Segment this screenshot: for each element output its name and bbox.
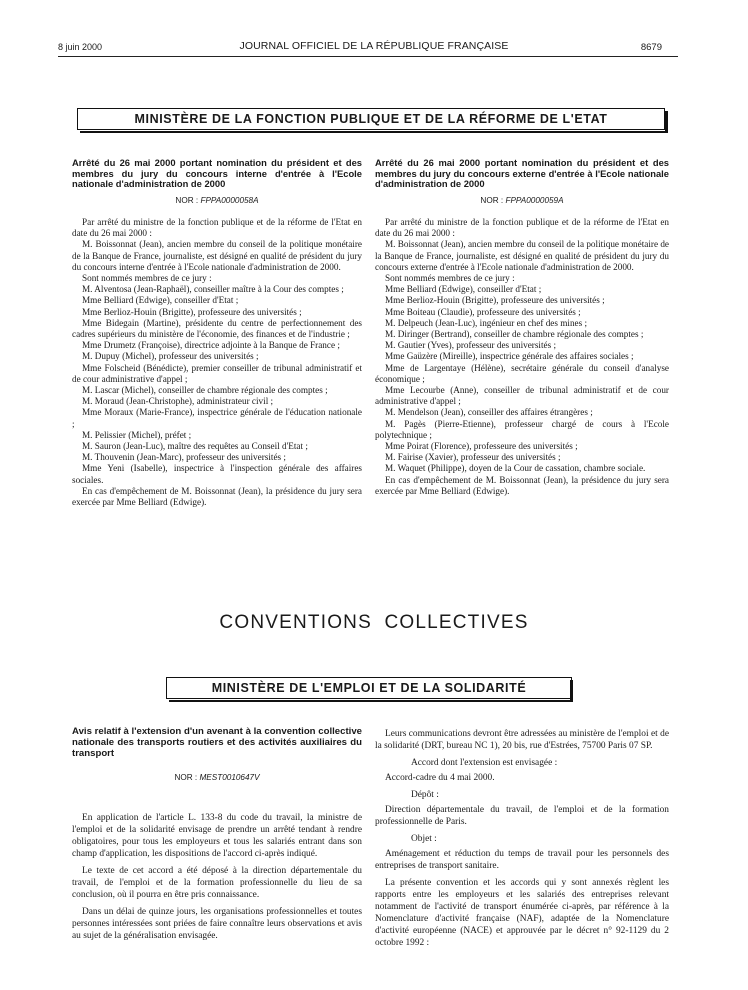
notice-nor <box>72 772 362 784</box>
header-rule <box>58 56 678 57</box>
objet-label: Objet : <box>411 834 437 844</box>
paragraph: Mme Belliard (Edwige), conseiller d'Etat ; <box>82 295 239 306</box>
accord-value: Accord-cadre du 4 mai 2000. <box>385 773 495 783</box>
nor-code: FPPA0000059A <box>505 195 564 205</box>
paragraph: En application de l'article L. 133-8 du code du travail, la ministre de l'emploi et de la solidarité envisage de prendre un arrêté tendant à rendre obligatoires, pour tous les employeurs et tous les salariés entrant dans son champ d'application, les dispositions de l'accord ci-après indiqué. <box>72 813 362 859</box>
ministry-box-shadow <box>80 131 668 133</box>
notice-left-body <box>72 812 362 942</box>
paragraph: Dans un délai de quinze jours, les organisations professionnelles et toutes personnes intéressées sont priées de faire connaître leurs observations et avis au sujet de la généralisation envisagée. <box>72 907 362 941</box>
paragraph: M. Pelissier (Michel), préfet ; <box>82 429 192 440</box>
article-left-nor <box>72 195 362 206</box>
paragraph: Mme Boiteau (Claudie), professeure des universités ; <box>385 306 581 317</box>
article-left-title: Arrêté du 26 mai 2000 portant nomination du président et des membres du jury du concours interne d'entrée à l'Ecole nationale d'administration de 2000 <box>72 157 362 190</box>
paragraph: Par arrêté du ministre de la fonction publique et de la réforme de l'Etat en date du 26 mai 2000 : <box>72 216 362 239</box>
paragraph: M. Alventosa (Jean-Raphaël), conseiller maître à la Cour des comptes ; <box>82 284 344 295</box>
paragraph: Mme de Largentaye (Hélène), secrétaire générale du conseil d'analyse économique ; <box>375 362 669 384</box>
header-journal-title: JOURNAL OFFICIEL DE LA RÉPUBLIQUE FRANÇAISE <box>239 40 509 52</box>
accord-label: Accord dont l'extension est envisagée : <box>411 758 558 768</box>
paragraph: Sont nommés membres de ce jury : <box>385 273 515 283</box>
ministry-box-shadow-side <box>665 111 668 133</box>
paragraph: M. Diringer (Bertrand), conseiller de chambre régionale des comptes ; <box>385 329 644 340</box>
notice-intro: Leurs communications devront être adressées au ministère de l'emploi et de la solidarité (DRT, bureau NC 1), 20 bis, rue d'Estrées, 75700 Paris 07 SP. <box>375 729 669 751</box>
paragraph: M. Mendelson (Jean), conseiller des affaires étrangères ; <box>385 407 593 418</box>
paragraph: En cas d'empêchement de M. Boissonnat (Jean), la présidence du jury sera exercée par Mme Belliard (Edwige). <box>72 485 362 508</box>
paragraph: Mme Gaüzère (Mireille), inspectrice générale des affaires sociales ; <box>385 351 634 362</box>
paragraph: M. Pagès (Pierre-Etienne), professeur chargé de cours à l'Ecole polytechnique ; <box>375 418 669 440</box>
paragraph: M. Waquet (Philippe), doyen de la Cour de cassation, chambre sociale. <box>385 463 646 474</box>
paragraph: Mme Folscheid (Bénédicte), premier conseiller de tribunal administratif et de cour administrative d'appel ; <box>72 362 362 384</box>
paragraph: Par arrêté du ministre de la fonction publique et de la réforme de l'Etat en date du 26 mai 2000 : <box>375 216 669 239</box>
paragraph: En cas d'empêchement de M. Boissonnat (Jean), la présidence du jury sera exercée par Mme Belliard (Edwige). <box>375 474 669 496</box>
paragraph: M. Gautier (Yves), professeur des universités ; <box>385 340 557 351</box>
depot-label: Dépôt : <box>411 790 439 800</box>
paragraph: M. Lascar (Michel), conseiller de chambre régionale des comptes ; <box>82 385 328 396</box>
nor-code: FPPA0000058A <box>200 195 259 205</box>
paragraph: Mme Yeni (Isabelle), inspectrice à l'inspection générale des affaires sociales. <box>72 463 362 485</box>
header-date: 8 juin 2000 <box>58 42 103 52</box>
paragraph: Mme Moraux (Marie-France), inspectrice générale de l'éducation nationale ; <box>72 407 362 429</box>
article-right-nor <box>375 195 669 206</box>
paragraph: Mme Berlioz-Houin (Brigitte), professeure des universités ; <box>82 306 302 317</box>
paragraph: M. Boissonnat (Jean), ancien membre du conseil de la politique monétaire de la Banque de France, journaliste, est désigné en qualité de président du jury du concours externe d'entrée à l'Ecole nationale d'administration de 2000. <box>375 239 669 272</box>
article-right-title: Arrêté du 26 mai 2000 portant nomination du président et des membres du jury du concours externe d'entrée à l'Ecole nationale d'administration de 2000 <box>375 157 669 190</box>
section-title: CONVENTIONS COLLECTIVES <box>219 612 529 633</box>
paragraph: M. Boissonnat (Jean), ancien membre du conseil de la politique monétaire de la Banque de France, journaliste, est désigné en qualité de président du jury du concours interne d'entrée à l'Ecole nationale d'administration de 2000. <box>72 239 362 272</box>
paragraph: M. Moraud (Jean-Christophe), administrateur civil ; <box>82 396 274 407</box>
paragraph: M. Sauron (Jean-Luc), maître des requêtes au Conseil d'Etat ; <box>82 441 308 452</box>
paragraph: M. Thouvenin (Jean-Marc), professeur des universités ; <box>82 452 286 463</box>
article-left <box>72 158 362 508</box>
ministry-box-shadow <box>169 700 573 702</box>
paragraph: Sont nommés membres de ce jury : <box>82 273 212 283</box>
nor-code: MEST0010647V <box>199 773 260 782</box>
notice-left-column <box>72 726 362 947</box>
paragraph: M. Dupuy (Michel), professeur des universités ; <box>82 351 259 362</box>
paragraph: Mme Bidegain (Martine), présidente du centre de perfectionnement des cadres supérieurs du ministère de l'économie, des finances et de l'industrie ; <box>72 317 362 340</box>
objet-value: Aménagement et réduction du temps de travail pour les personnels des entreprises de transport sanitaire. <box>375 849 669 871</box>
ministry-heading-fonction-publique: MINISTÈRE DE LA FONCTION PUBLIQUE ET DE LA RÉFORME DE L'ETAT <box>77 108 665 130</box>
paragraph: M. Delpeuch (Jean-Luc), ingénieur en chef des mines ; <box>385 317 588 328</box>
nor-label: NOR : <box>174 773 198 782</box>
ministry-heading-emploi: MINISTÈRE DE L'EMPLOI ET DE LA SOLIDARITÉ <box>166 677 572 699</box>
nor-label: NOR : <box>175 195 199 205</box>
depot-value: Direction départementale du travail, de l'emploi et de la formation professionnelle de Paris. <box>375 805 669 827</box>
paragraph: Mme Berlioz-Houin (Brigitte), professeure des universités ; <box>385 295 605 306</box>
paragraph: Mme Belliard (Edwige), conseiller d'Etat ; <box>385 284 542 295</box>
header-page-number: 8679 <box>640 42 662 53</box>
paragraph: Le texte de cet accord a été déposé à la direction départementale du travail, de l'emploi et de la formation professionnelle du lieu de sa conclusion, où il pourra en être pris connaissance. <box>72 866 362 900</box>
notice-title: Avis relatif à l'extension d'un avenant à la convention collective nationale des transports routiers et des activités auxiliaires du transport <box>72 726 362 759</box>
notice-right-column <box>375 728 669 954</box>
paragraph: M. Fairise (Xavier), professeur des universités ; <box>385 452 561 463</box>
notice-closing: La présente convention et les accords qui y sont annexés règlent les rapports entre les employeurs et les salariés des entreprises relevant notamment de l'activité de transport énumérée ci-après, par référence à la Nomenclature d'activité française (NAF), adaptée de la Nomenclature d'activité européenne (NACE) et approuvée par le décret n° 92-1129 du 2 octobre 1992 : <box>375 878 669 948</box>
paragraph: Mme Drumetz (Françoise), directrice adjointe à la Banque de France ; <box>82 340 340 351</box>
paragraph: Mme Poirat (Florence), professeure des universités ; <box>385 441 578 452</box>
article-left-body <box>72 217 362 508</box>
article-right-body <box>375 217 669 497</box>
nor-label: NOR : <box>480 195 504 205</box>
article-right <box>375 158 669 497</box>
paragraph: Mme Lecourbe (Anne), conseiller de tribunal administratif et de cour administrative d'appel ; <box>375 385 669 407</box>
